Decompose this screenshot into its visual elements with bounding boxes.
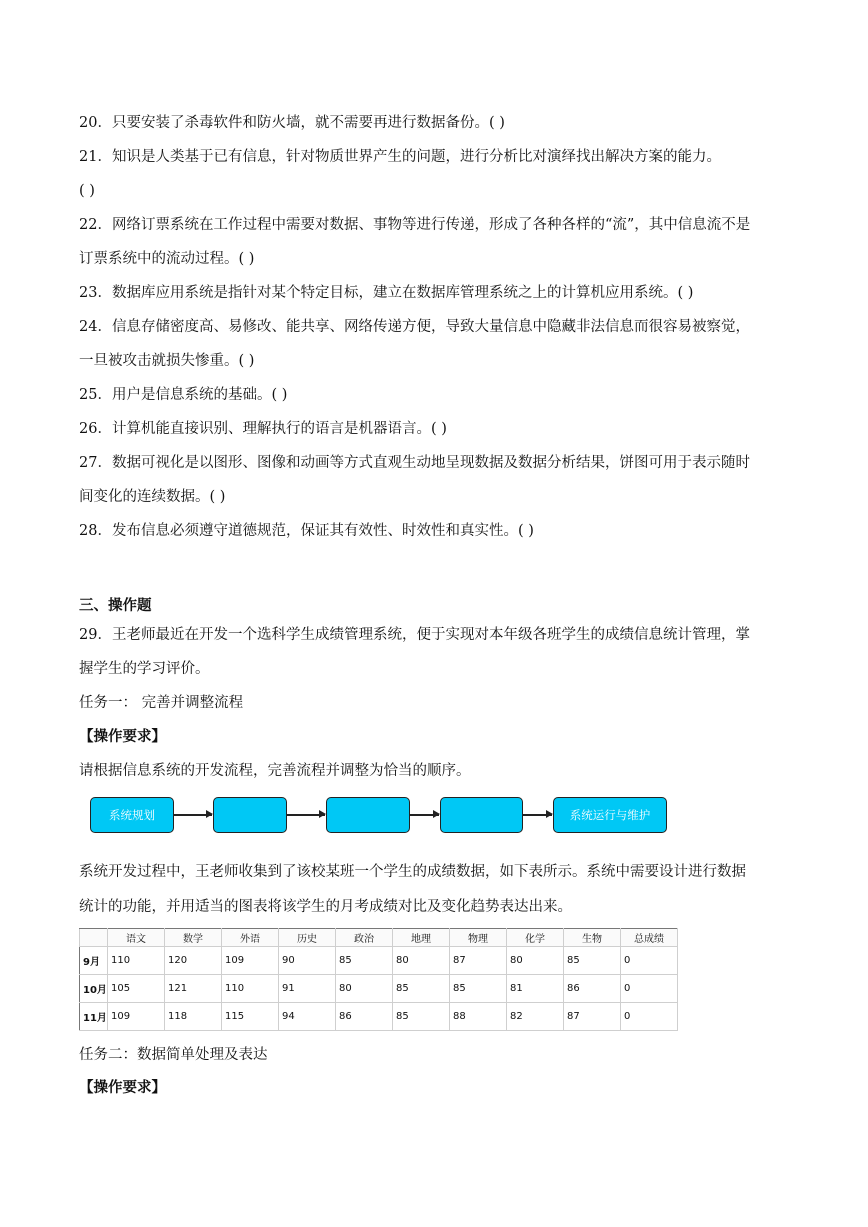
- table-cell: 81: [507, 975, 564, 1003]
- question-27-cont: 间变化的连续数据。( ): [79, 489, 226, 505]
- question-22: 22．网络订票系统在工作过程中需要对数据、事物等进行传递，形成了各种各样的“流”，其中信息流不是: [79, 217, 751, 233]
- table-cell: 121: [165, 975, 222, 1003]
- table-cell: 86: [336, 1003, 393, 1031]
- question-22-cont: 订票系统中的流动过程。( ): [79, 251, 255, 267]
- section-title: 三、操作题: [79, 597, 152, 614]
- table-header-cell: 历史: [279, 929, 336, 947]
- requirement-heading-2: 【操作要求】: [79, 1079, 166, 1096]
- table-cell: 109: [108, 1003, 165, 1031]
- table-cell: 94: [279, 1003, 336, 1031]
- table-header-cell: 外语: [222, 929, 279, 947]
- flow-arrow: [287, 814, 325, 816]
- question-24-cont: 一旦被攻击就损失惨重。( ): [79, 353, 255, 369]
- flow-arrow: [523, 814, 552, 816]
- table-cell: 110: [108, 947, 165, 975]
- table-header-cell: 政治: [336, 929, 393, 947]
- table-cell: 80: [393, 947, 450, 975]
- table-header-cell: 语文: [108, 929, 165, 947]
- table-cell: 88: [450, 1003, 507, 1031]
- table-row: [80, 975, 678, 1003]
- flow-step-blank-3: [440, 797, 523, 833]
- flow-step-operation: 系统运行与维护: [553, 797, 667, 833]
- table-cell: 85: [393, 1003, 450, 1031]
- table-header-cell: 总成绩: [621, 929, 678, 947]
- table-cell: 87: [564, 1003, 621, 1031]
- flow-step-blank-1: [213, 797, 287, 833]
- question-29: 29．王老师最近在开发一个选科学生成绩管理系统，便于实现对本年级各班学生的成绩信息统计管理，掌: [79, 627, 750, 643]
- question-21-cont: ( ): [79, 183, 95, 199]
- question-26: 26．计算机能直接识别、理解执行的语言是机器语言。( ): [79, 421, 447, 437]
- table-cell: 0: [621, 947, 678, 975]
- table-cell: 109: [222, 947, 279, 975]
- table-row: [80, 1003, 678, 1031]
- table-cell: 90: [279, 947, 336, 975]
- table-cell: 86: [564, 975, 621, 1003]
- table-cell: 80: [336, 975, 393, 1003]
- task-2-heading: 任务二：数据简单处理及表达: [79, 1047, 268, 1063]
- question-20: 20．只要安装了杀毒软件和防火墙，就不需要再进行数据备份。( ): [79, 115, 505, 131]
- question-24: 24．信息存储密度高、易修改、能共享、网络传递方便，导致大量信息中隐藏非法信息而很容易被察觉，: [79, 319, 750, 335]
- table-header-cell: 化学: [507, 929, 564, 947]
- paragraph-line-2: 统计的功能，并用适当的图表将该学生的月考成绩对比及变化趋势表达出来。: [79, 899, 572, 915]
- question-25: 25．用户是信息系统的基础。( ): [79, 387, 288, 403]
- question-29-cont: 握学生的学习评价。: [79, 661, 210, 677]
- table-cell: 120: [165, 947, 222, 975]
- table-cell: 85: [450, 975, 507, 1003]
- task-1-heading: 任务一： 完善并调整流程: [79, 695, 244, 711]
- table-cell: 110: [222, 975, 279, 1003]
- table-row-label: 11月: [80, 1003, 108, 1031]
- table-cell: 85: [393, 975, 450, 1003]
- flow-arrow: [174, 814, 212, 816]
- table-cell: 115: [222, 1003, 279, 1031]
- table-cell: 85: [336, 947, 393, 975]
- table-cell: 0: [621, 975, 678, 1003]
- table-cell: 87: [450, 947, 507, 975]
- table-cell: 0: [621, 1003, 678, 1031]
- flow-step-blank-2: [326, 797, 410, 833]
- table-cell: 105: [108, 975, 165, 1003]
- table-cell: 80: [507, 947, 564, 975]
- table-row: [80, 947, 678, 975]
- table-header-cell: 地理: [393, 929, 450, 947]
- table-cell: 118: [165, 1003, 222, 1031]
- question-28: 28．发布信息必须遵守道德规范，保证其有效性、时效性和真实性。( ): [79, 523, 534, 539]
- flow-arrow: [410, 814, 439, 816]
- requirement-heading-1: 【操作要求】: [79, 728, 166, 745]
- table-header-cell: 物理: [450, 929, 507, 947]
- question-27: 27．数据可视化是以图形、图像和动画等方式直观生动地呈现数据及数据分析结果，饼图可用于表示随时: [79, 455, 750, 471]
- table-cell: 85: [564, 947, 621, 975]
- flow-step-planning: 系统规划: [90, 797, 174, 833]
- table-row-label: 10月: [80, 975, 108, 1003]
- table-header-cell: 生物: [564, 929, 621, 947]
- table-cell: 91: [279, 975, 336, 1003]
- table-header-cell: [80, 929, 108, 947]
- requirement-text-1: 请根据信息系统的开发流程，完善流程并调整为恰当的顺序。: [79, 763, 471, 779]
- grade-table: [79, 928, 678, 1031]
- table-header-cell: 数学: [165, 929, 222, 947]
- table-cell: 82: [507, 1003, 564, 1031]
- question-21: 21．知识是人类基于已有信息，针对物质世界产生的问题，进行分析比对演绎找出解决方案的能力。: [79, 149, 721, 165]
- paragraph-line-1: 系统开发过程中，王老师收集到了该校某班一个学生的成绩数据，如下表所示。系统中需要设计进行数据: [79, 864, 746, 880]
- table-header-row: [80, 929, 678, 947]
- question-23: 23．数据库应用系统是指针对某个特定目标，建立在数据库管理系统之上的计算机应用系统。( ): [79, 285, 694, 301]
- table-row-label: 9月: [80, 947, 108, 975]
